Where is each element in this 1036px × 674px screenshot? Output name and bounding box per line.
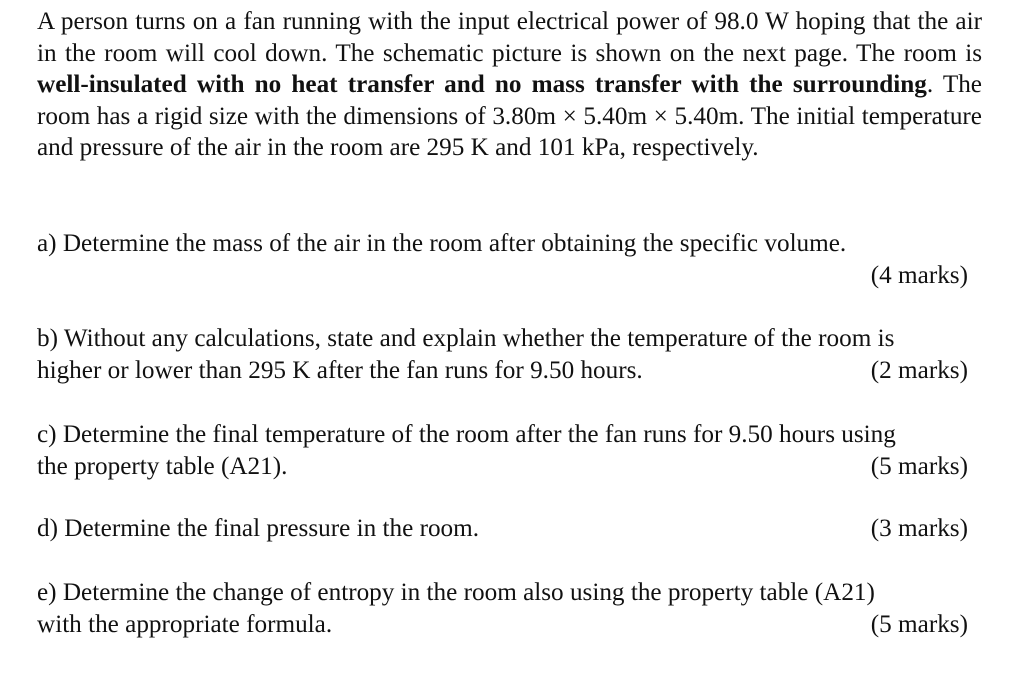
question-a-text: a) Determine the mass of the air in the room after obtaining the specific volume.: [37, 230, 847, 257]
question-b-line2: higher or lower than 295 K after the fan runs for 9.50 hours.: [37, 356, 643, 384]
question-sheet: [37, 0, 982, 674]
intro-text-1: A person turns on a fan running with the input electrical power of 98.0 W hoping that the air in the room will cool down. The schematic picture is shown on the next page. The room is: [37, 8, 982, 67]
question-b: [37, 323, 982, 386]
question-e-line1: e) Determine the change of entropy in the room also using the property table (A21): [37, 579, 875, 606]
question-d-marks: (3 marks): [870, 515, 968, 542]
question-e: [37, 577, 982, 640]
question-c-marks: (5 marks): [870, 452, 968, 480]
question-d: [37, 513, 982, 545]
question-b-marks: (2 marks): [870, 356, 968, 384]
question-a: [37, 228, 982, 291]
question-c: [37, 419, 982, 482]
question-b-line1: b) Without any calculations, state and explain whether the temperature of the room is: [37, 325, 895, 352]
intro-bold-condition: well-insulated with no heat transfer and no mass transfer with the surrounding: [37, 71, 927, 98]
question-a-marks: (4 marks): [870, 261, 968, 289]
question-d-text: d) Determine the final pressure in the room.: [37, 515, 480, 542]
question-e-marks: (5 marks): [870, 610, 968, 638]
question-c-line1: c) Determine the final temperature of the room after the fan runs for 9.50 hours using: [37, 421, 896, 448]
question-c-line2: the property table (A21).: [37, 452, 288, 480]
question-e-line2: with the appropriate formula.: [37, 610, 333, 638]
intro-text-2: . The room has a rigid size with the dimensions of 3.80m × 5.40m × 5.40m. The initial temperature and pressure of the air in the room are 295 K and 101 kPa, respectively.: [37, 71, 982, 161]
problem-statement: [37, 6, 982, 164]
